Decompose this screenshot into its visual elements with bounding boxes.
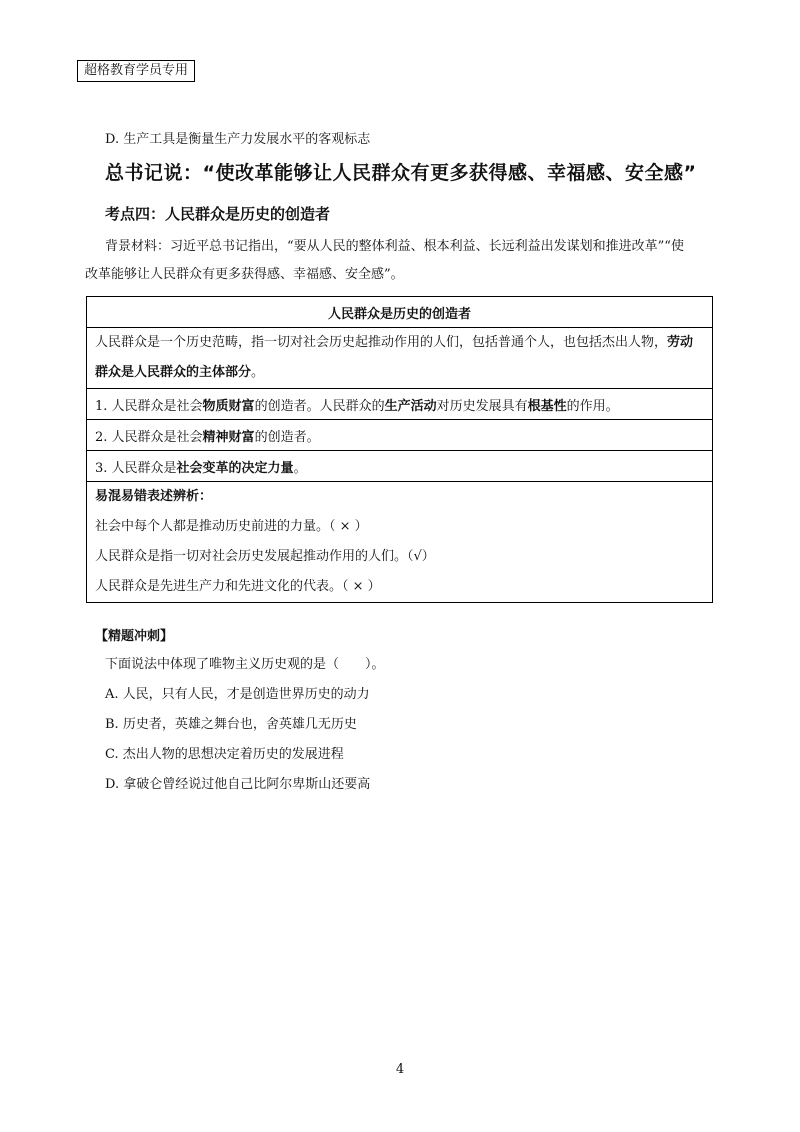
background-line-2: 改革能够让人民群众有更多获得感、幸福感、安全感”。 bbox=[85, 267, 404, 282]
row2-c: 的创造者。 bbox=[254, 429, 320, 445]
row3-c: 。 bbox=[293, 460, 307, 476]
error-analysis-cell bbox=[87, 482, 713, 603]
previous-option-d: D. 生产工具是衡量生产力发展水平的客观标志 bbox=[105, 132, 371, 147]
table-description bbox=[87, 328, 713, 389]
background-material bbox=[85, 233, 725, 289]
row3-b: 社会变革的决定力量 bbox=[176, 460, 294, 476]
page-title: 总书记说：“使改革能够让人民群众有更多获得感、幸福感、安全感” bbox=[105, 162, 697, 184]
option-b: B. 历史者，英雄之舞台也，舍英雄几无历史 bbox=[105, 717, 357, 732]
row1-a: 1. 人民群众是社会 bbox=[95, 398, 203, 414]
row1-g: 的作用。 bbox=[566, 398, 619, 414]
error-item: 人民群众是先进生产力和先进文化的代表。（ × ） bbox=[95, 579, 381, 594]
table-row bbox=[87, 451, 713, 482]
error-analysis-title bbox=[95, 482, 704, 512]
option-c: C. 杰出人物的思想决定着历史的发展进程 bbox=[105, 747, 344, 762]
practice-question: 下面说法中体现了唯物主义历史观的是（ ）。 bbox=[105, 657, 385, 672]
description-bold: 劳动群众是人民群众的主体部分 bbox=[95, 335, 694, 380]
table-header: 人民群众是历史的创造者 bbox=[87, 297, 713, 328]
row2-b: 精神财富 bbox=[202, 429, 255, 445]
row1-d: 生产活动 bbox=[384, 398, 437, 414]
practice-label: 【精题冲刺】 bbox=[95, 629, 174, 644]
row3-a: 3. 人民群众是 bbox=[95, 460, 177, 476]
option-d: D. 拿破仑曾经说过他自己比阿尔卑斯山还要高 bbox=[105, 777, 371, 792]
background-line-1: 背景材料：习近平总书记指出，“要从人民的整体利益、根本利益、长远利益出发谋划和推进改革”“使 bbox=[105, 239, 684, 254]
error-item: 人民群众是指一切对社会历史发展起推动作用的人们。（√） bbox=[95, 549, 435, 564]
knowledge-table bbox=[86, 296, 713, 603]
row2-a: 2. 人民群众是社会 bbox=[95, 429, 203, 445]
error-item: 社会中每个人都是推动历史前进的力量。（ × ） bbox=[95, 519, 368, 534]
header-label: 超格教育学员专用 bbox=[77, 60, 195, 82]
row1-f: 根基性 bbox=[527, 398, 567, 414]
section-title: 考点四：人民群众是历史的创造者 bbox=[105, 205, 331, 223]
page-number: 4 bbox=[395, 1062, 405, 1077]
table-row bbox=[87, 420, 713, 451]
row1-b: 物质财富 bbox=[202, 398, 255, 414]
error-title-text: 易混易错表述辨析： bbox=[95, 489, 213, 504]
description-text: 人民群众是一个历史范畴，指一切对社会历史起推动作用的人们，包括普通个人，也包括杰出人物， bbox=[95, 335, 668, 350]
row1-e: 对历史发展具有 bbox=[436, 398, 528, 414]
row1-c: 的创造者。人民群众的 bbox=[254, 398, 385, 414]
table-row bbox=[87, 389, 713, 420]
option-a: A. 人民，只有人民，才是创造世界历史的动力 bbox=[105, 687, 370, 702]
description-end: 。 bbox=[251, 365, 265, 380]
